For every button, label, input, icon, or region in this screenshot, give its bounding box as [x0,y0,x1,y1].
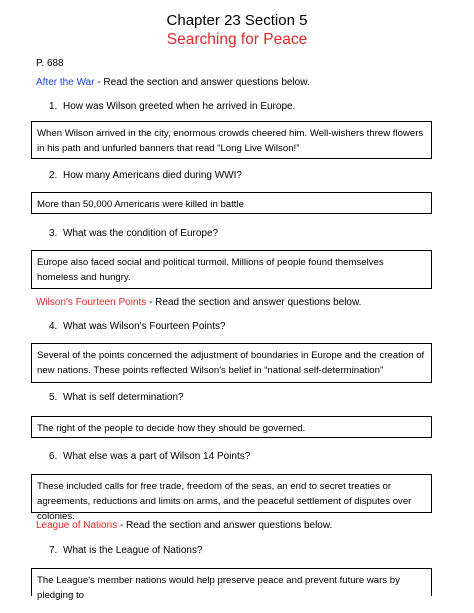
question-text: How many Americans died during WWI? [63,170,242,181]
answer-text: When Wilson arrived in the city, enormous crowds cheered him. Well-wishers threw flowers in his path and unfurled banners that read “Long Live Wilson!” [37,128,424,154]
answer-box-3[interactable] [31,250,432,289]
question-6 [49,451,250,462]
question-text: How was Wilson greeted when he arrived in Europe. [63,101,296,112]
question-text: What is self determination? [63,392,184,403]
question-number: 2. [49,170,58,181]
question-number: 6. [49,451,58,462]
question-text: What was the condition of Europe? [63,228,219,239]
question-number: 1. [49,101,58,112]
section-instruction: - Read the section and answer questions below. [117,520,333,531]
section-instruction: - Read the section and answer questions below. [146,297,362,308]
page-subtitle: Searching for Peace [166,31,308,48]
answer-text: The League's member nations would help preserve peace and prevent future wars by pledging to [37,575,400,601]
page-title: Chapter 23 Section 5 [166,12,308,29]
answer-text: These included calls for free trade, freedom of the seas, an end to secret treaties or agreements, reductions and limits on arms, and the peaceful settlement of disputes over colonies. [37,481,412,522]
question-2 [49,170,242,181]
question-text: What else was a part of Wilson 14 Points? [63,451,251,462]
answer-text: The right of the people to decide how they should be governed. [37,423,306,434]
section-fourteen-points [36,297,361,308]
section-title: Wilson's Fourteen Points [36,297,147,308]
question-5 [49,392,184,403]
answer-box-7[interactable] [31,568,432,601]
answer-text: Europe also faced social and political turmoil. Millions of people found themselves homeless and hungry. [37,257,384,283]
question-text: What was Wilson's Fourteen Points? [63,321,226,332]
question-7 [49,545,203,556]
section-instruction: - Read the section and answer questions below. [94,77,310,88]
question-1 [49,101,295,112]
answer-text: More than 50,000 Americans were killed in battle [37,199,244,210]
question-3 [49,228,218,239]
question-4 [49,321,226,332]
answer-box-1[interactable] [31,121,432,159]
answer-box-5[interactable] [31,416,432,438]
answer-box-2[interactable] [31,192,432,214]
section-title: After the War [36,77,95,88]
answer-box-4[interactable] [31,343,432,383]
question-text: What is the League of Nations? [63,545,203,556]
section-league-of-nations [36,520,332,531]
section-after-the-war [36,77,310,88]
question-number: 4. [49,321,58,332]
question-number: 3. [49,228,58,239]
answer-text: Several of the points concerned the adjustment of boundaries in Europe and the creation of new nations. These points reflected Wilson's belief in “national self-determination” [37,350,425,376]
question-number: 5. [49,392,58,403]
section-title: League of Nations [36,520,118,531]
page-reference: P. 688 [36,58,64,69]
answer-box-6[interactable] [31,474,432,522]
question-number: 7. [49,545,58,556]
